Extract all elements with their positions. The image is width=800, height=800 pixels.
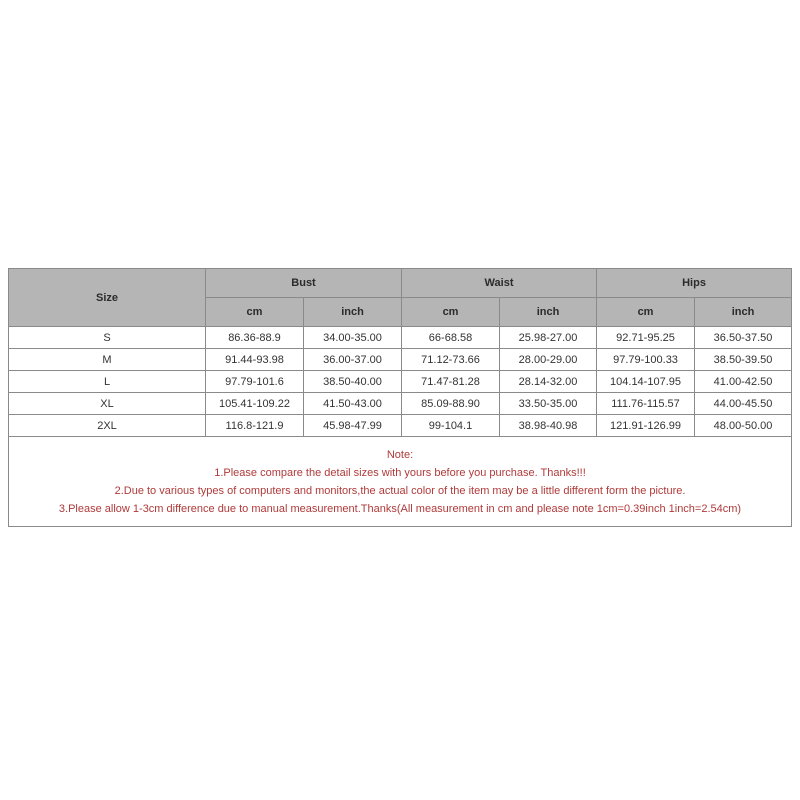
size-label: 2XL (9, 415, 206, 437)
unit-header: inch (304, 298, 402, 327)
table-cell: 25.98-27.00 (500, 327, 597, 349)
table-cell: 116.8-121.9 (206, 415, 304, 437)
table-cell: 105.41-109.22 (206, 393, 304, 415)
table-cell: 38.98-40.98 (500, 415, 597, 437)
note-line: 1.Please compare the detail sizes with yours before you purchase. Thanks!!! (214, 466, 586, 479)
table-row (9, 415, 792, 437)
table-cell: 38.50-40.00 (304, 371, 402, 393)
note-line: 2.Due to various types of computers and monitors,the actual color of the item may be a little different form the picture. (114, 484, 686, 497)
table-cell: 41.00-42.50 (695, 371, 792, 393)
table-cell: 41.50-43.00 (304, 393, 402, 415)
table-cell: 97.79-100.33 (597, 349, 695, 371)
table-cell: 85.09-88.90 (402, 393, 500, 415)
table-cell: 44.00-45.50 (695, 393, 792, 415)
table-cell: 111.76-115.57 (597, 393, 695, 415)
unit-header: inch (500, 298, 597, 327)
table-row (9, 371, 792, 393)
size-label: S (9, 327, 206, 349)
notes-row (9, 437, 792, 527)
table-cell: 48.00-50.00 (695, 415, 792, 437)
size-header: Size (9, 269, 206, 327)
table-cell: 36.00-37.00 (304, 349, 402, 371)
table-cell: 97.79-101.6 (206, 371, 304, 393)
table-cell: 28.00-29.00 (500, 349, 597, 371)
unit-header: cm (206, 298, 304, 327)
table-cell: 92.71-95.25 (597, 327, 695, 349)
size-label: M (9, 349, 206, 371)
table-cell: 45.98-47.99 (304, 415, 402, 437)
table-cell: 91.44-93.98 (206, 349, 304, 371)
table-cell: 33.50-35.00 (500, 393, 597, 415)
table-cell: 86.36-88.9 (206, 327, 304, 349)
table-cell: 38.50-39.50 (695, 349, 792, 371)
size-label: XL (9, 393, 206, 415)
bust-header: Bust (206, 269, 402, 298)
hips-header: Hips (597, 269, 792, 298)
note-line: 3.Please allow 1-3cm difference due to manual measurement.Thanks(All measurement in cm and please note 1cm=0.39inch 1inch=2.54cm) (58, 502, 742, 515)
table-cell: 71.47-81.28 (402, 371, 500, 393)
table-cell: 71.12-73.66 (402, 349, 500, 371)
table-row (9, 393, 792, 415)
size-label: L (9, 371, 206, 393)
notes-cell (9, 437, 792, 527)
table-cell: 121.91-126.99 (597, 415, 695, 437)
header-row (9, 269, 792, 298)
table-cell: 28.14-32.00 (500, 371, 597, 393)
unit-header: cm (402, 298, 500, 327)
unit-header: inch (695, 298, 792, 327)
table-cell: 104.14-107.95 (597, 371, 695, 393)
note-title: Note: (386, 448, 414, 461)
table-cell: 99-104.1 (402, 415, 500, 437)
table-row (9, 327, 792, 349)
unit-header: cm (597, 298, 695, 327)
waist-header: Waist (402, 269, 597, 298)
size-table (8, 268, 792, 527)
table-cell: 66-68.58 (402, 327, 500, 349)
table-row (9, 349, 792, 371)
size-chart (8, 268, 791, 527)
table-cell: 34.00-35.00 (304, 327, 402, 349)
table-cell: 36.50-37.50 (695, 327, 792, 349)
